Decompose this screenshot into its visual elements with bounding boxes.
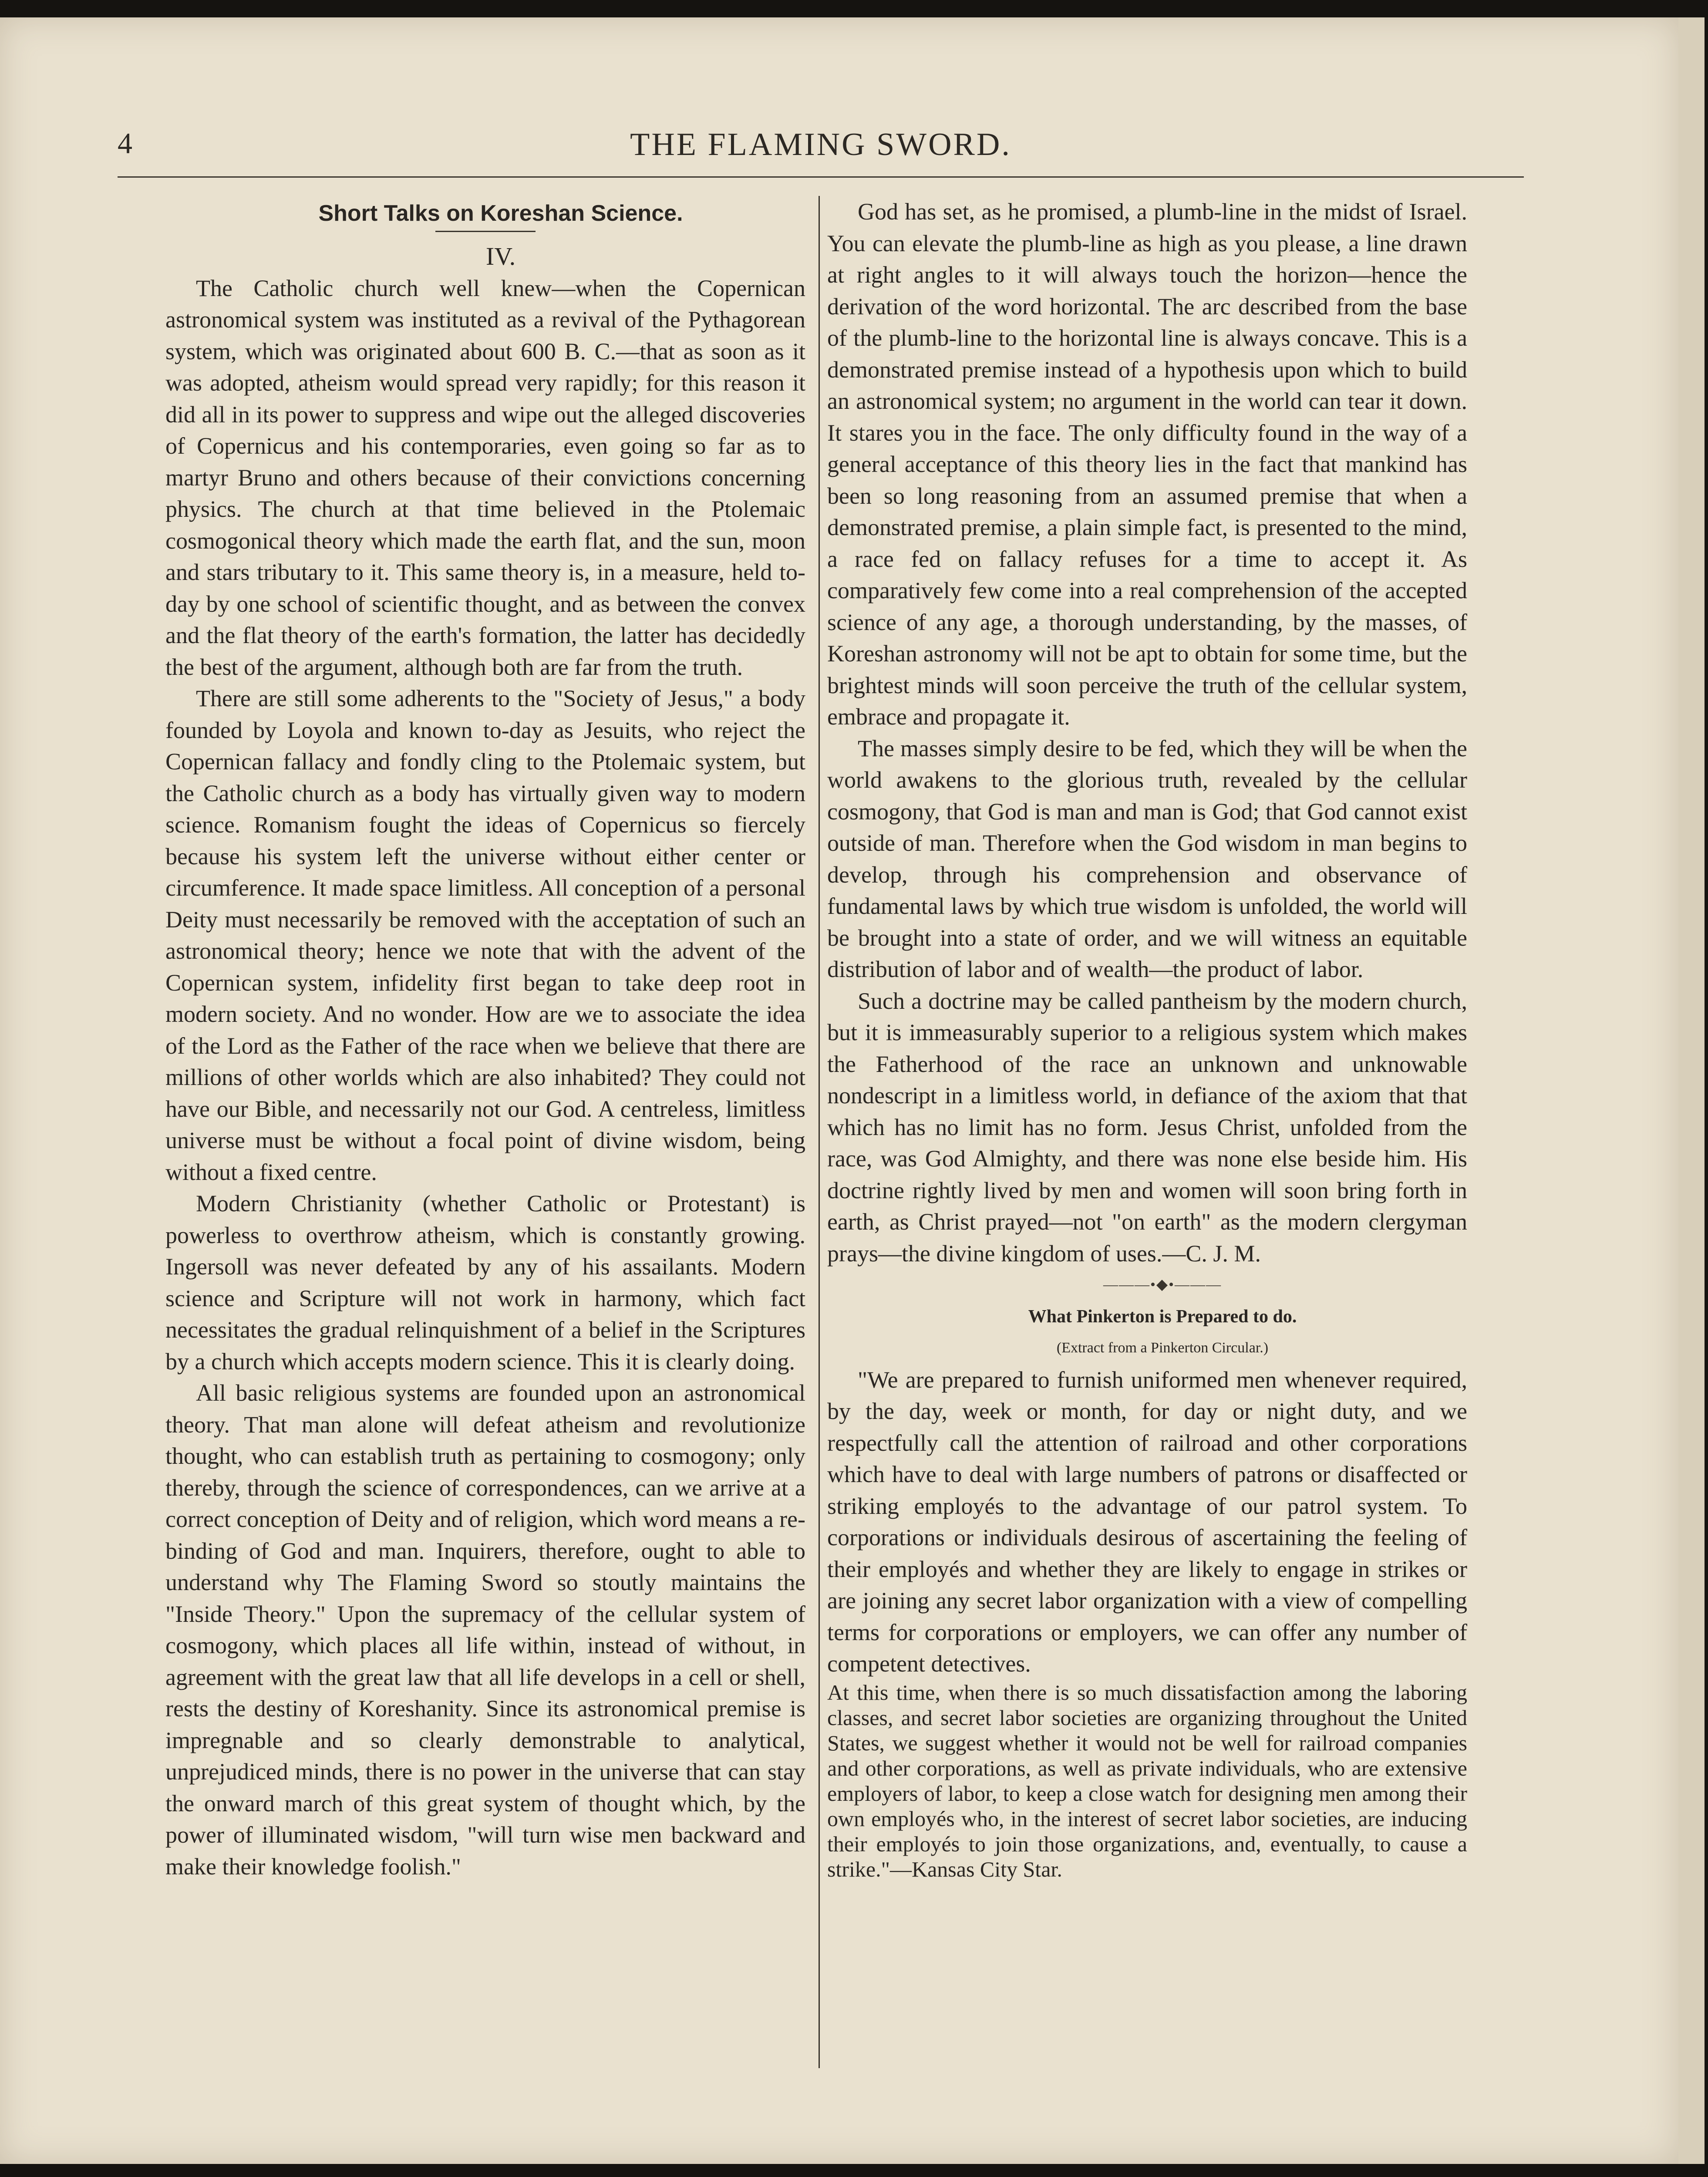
pinkerton-paragraph-continued: At this time, when there is so much dissatisfaction among the laboring classes, and secret labor societies are organizing throughout the United States, we suggest whether it would not be well for railroad companies and other corporations, as well as private individuals, who are extensive employers of labor, to keep a close watch for designing men among their own employés who, in the interest of secret labor societies, are inducing their employés to join those organizations, and, eventually, to cause a strike."—Kansas City Star. (827, 1680, 1467, 1881)
ornamental-divider: ———•◆•——— (1103, 1277, 1222, 1293)
right-column (827, 196, 1467, 1882)
column-divider (819, 196, 820, 2068)
title-rule (435, 231, 536, 232)
article-paragraph: All basic religious systems are founded upon an astronomical theory. That man alone will defeat atheism and revolutionize thought, who can establish truth as pertaining to cosmogony; only thereby, through the science of correspondences, can we arrive at a correct conception of Deity and of religion, which word means a re-binding of God and man. Inquirers, therefore, ought to able to understand why The Flaming Sword so stoutly maintains the "Inside Theory." Upon the supremacy of the cellular system of cosmogony, which places all life within, instead of without, in agreement with the great law that all life develops in a cell or shell, rests the destiny of Koreshanity. Since its astronomical premise is impregnable and so clearly demonstrable to analytical, unprejudiced minds, there is no power in the universe that can stay the onward march of this great system of thought which, by the power of illuminated wisdom, "will turn wise men backward and make their knowledge foolish." (165, 1380, 805, 1880)
section-number: IV. (485, 242, 516, 270)
running-head (118, 122, 1524, 205)
publication-title: THE FLAMING SWORD. (630, 127, 1011, 162)
page-edge (1678, 17, 1705, 2164)
article-paragraph: There are still some adherents to the "Society of Jesus," a body founded by Loyola and known to-day as Jesuits, who reject the Copernican fallacy and fondly cling to the Ptolemaic system, but the Catholic church as a body has virtually given way to modern science. Romanism fought the ideas of Copernicus so fiercely because his system left the universe without either center or circumference. It made space limitless. All conception of a personal Deity must necessarily be removed with the acceptation of such an astronomical theory; hence we note that with the advent of the Copernican system, infidelity first began to take deep root in modern society. And no wonder. How are we to associate the idea of the Lord as the Father of the race when we believe that there are millions of other worlds which are also inhabited? They could not have our Bible, and necessarily not our God. A centreless, limitless universe must be without a focal point of divine wisdom, being without a fixed centre. (165, 685, 805, 1185)
header-rule (118, 176, 1524, 178)
article-paragraph: The masses simply desire to be fed, which they will be when the world awakens to the glorious truth, revealed by the cellular cosmogony, that God is man and man is God; that God cannot exist outside of man. Therefore when the God wisdom in man begins to develop, through his comprehension and observance of fundamental laws by which true wisdom is unfolded, the world will be brought into a state of order, and we will witness an equitable distribution of labor and of wealth—the product of labor. (827, 735, 1467, 982)
article-paragraph: God has set, as he promised, a plumb-line in the midst of Israel. You can elevate the plumb-line as high as you please, a line drawn at right angles to it will always touch the horizon—hence the derivation of the word horizontal. The arc described from the base of the plumb-line to the horizontal line is always concave. This is a demonstrated premise instead of a hypothesis upon which to build an astronomical system; no argument in the world can tear it down. It stares you in the face. The only difficulty found in the way of a general acceptance of this theory lies in the fact that mankind has been so long reasoning from an assumed premise that when a demonstrated premise, a plain simple fact, is presented to the mind, a race fed on fallacy refuses for a time to accept it. As comparatively few come into a real comprehension of the accepted science of any age, a thorough understanding, by the masses, of Koreshan astronomy will not be apt to obtain for some time, but the brightest minds will soon perceive the truth of the cellular system, embrace and propagate it. (827, 199, 1467, 730)
left-column (165, 196, 805, 1882)
article-paragraph: Modern Christianity (whether Catholic or Protestant) is powerless to overthrow atheism, which is constantly growing. Ingersoll was never defeated by any of his assailants. Modern science and Scripture will not work in harmony, which fact necessitates the gradual relinquishment of a belief in the Scriptures by a church which accepts modern science. This it is clearly doing. (165, 1190, 805, 1375)
pinkerton-title: What Pinkerton is Prepared to do. (1028, 1306, 1297, 1327)
page-number: 4 (118, 127, 132, 160)
article-title: Short Talks on Koreshan Science. (318, 201, 683, 226)
pinkerton-paragraph: "We are prepared to furnish uniformed men whenever required, by the day, week or month, for day or night duty, and we respectfully call the attention of railroad and other corporations which have to deal with large numbers of patrons or disaffected or striking employés to the advantage of our patrol system. To corporations or individuals desirous of ascertaining the feeling of their employés and whether they are likely to engage in strikes or are joining any secret labor organization with a view of compelling terms for corporations or employers, we can offer any number of competent detectives. (827, 1366, 1467, 1677)
article-paragraph: The Catholic church well knew—when the Copernican astronomical system was instituted as a revival of the Pythagorean system, which was originated about 600 B. C.—that as soon as it was adopted, atheism would spread very rapidly; for this reason it did all in its power to suppress and wipe out the alleged discoveries of Copernicus and his contemporaries, even going so far as to martyr Bruno and others because of their convictions concerning physics. The church at that time believed in the Ptolemaic cosmogonical theory which made the earth flat, and the sun, moon and stars tributary to it. This same theory is, in a measure, held to-day by one school of scientific thought, and as between the convex and the flat theory of the earth's formation, the latter has decidedly the best of the argument, although both are far from the truth. (165, 275, 805, 680)
article-paragraph: Such a doctrine may be called pantheism by the modern church, but it is immeasurably superior to a religious system which makes the Fatherhood of the race an unknown and unknowable nondescript in a limitless world, in defiance of the axiom that that which has no limit has no form. Jesus Christ, unfolded from the race, was God Almighty, and there was none else beside him. His doctrine rightly lived by men and women will soon bring forth in earth, as Christ prayed—not "on earth" as the modern clergyman prays—the divine kingdom of uses.—C. J. M. (827, 987, 1467, 1267)
pinkerton-note: (Extract from a Pinkerton Circular.) (1056, 1340, 1269, 1356)
magazine-page (0, 17, 1678, 2164)
